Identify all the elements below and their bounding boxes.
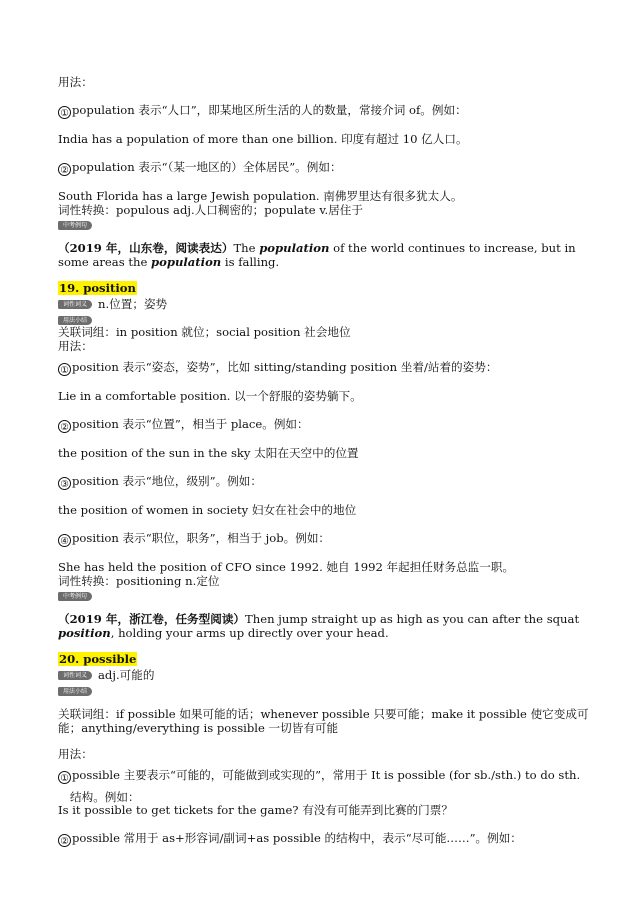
- exam-source: （2019 年，山东卷，阅读表达）: [58, 241, 234, 256]
- usage-label: 用法：: [58, 746, 93, 761]
- circled-number: ②: [58, 163, 71, 176]
- meaning-item: [58, 161, 598, 176]
- meaning-text: population 表示“（某一地区的）全体居民”。例如：: [72, 159, 342, 174]
- meaning-text: possible 主要表示“可能的，可能做到或实现的”，常用于 It is possible (for sb./sth.) to do sth.: [72, 767, 581, 782]
- keyword: population: [151, 255, 222, 270]
- circled-number: ②: [58, 834, 71, 847]
- related-phrases: 关联词组：if possible 如果可能的话；whenever possible 只要可能；make it possible 使它变成可能；anything/everything is possible 一切皆有可能: [58, 707, 589, 736]
- entry-heading-text: 20. possible: [59, 651, 137, 666]
- exam-example: [58, 613, 598, 641]
- meaning-continuation: 结构。例如：: [70, 789, 140, 804]
- circled-number: ①: [58, 363, 71, 376]
- exam-example-badge: 中考例句: [58, 592, 92, 601]
- definition-row: [58, 669, 598, 683]
- related-phrases: 关联词组：in position 就位；social position 社会地位: [58, 325, 351, 340]
- meaning-text: position 表示“位置”，相当于 place。例如：: [72, 417, 309, 432]
- circled-number: ①: [58, 106, 71, 119]
- definition-badge: 词性词义: [58, 300, 92, 309]
- exam-text: is falling.: [221, 255, 280, 270]
- meaning-item: [58, 832, 598, 847]
- exam-example-badge: 中考例句: [58, 221, 92, 230]
- example-sentence: India has a population of more than one billion. 印度有超过 10 亿人口。: [58, 131, 468, 146]
- exam-source: （2019 年，浙江卷，任务型阅读）: [58, 612, 246, 627]
- meaning-item: [58, 418, 598, 433]
- usage-badge: 用法小结: [58, 687, 92, 696]
- example-sentence: the position of the sun in the sky 太阳在天空中的位置: [58, 446, 359, 461]
- exam-text: of the world continues to increase, but in some areas the: [58, 241, 576, 270]
- meaning-text: position 表示“职位，职务”，相当于 job。例如：: [72, 530, 331, 545]
- usage-badge: 用法小结: [58, 316, 92, 325]
- meaning-text: position 表示“姿态，姿势”，比如 sitting/standing position 坐着/站着的姿势：: [72, 360, 498, 375]
- example-sentence: Is it possible to get tickets for the game? 有没有可能弄到比赛的门票？: [58, 803, 453, 818]
- meaning-text: possible 常用于 as+形容词/副词+as possible 的结构中，表示“尽可能……”。例如：: [72, 831, 522, 846]
- definition-text: adj.可能的: [98, 667, 155, 682]
- exam-text: , holding your arms up directly over your head.: [110, 626, 389, 641]
- usage-label: 用法：: [58, 339, 93, 354]
- meaning-item: [58, 361, 598, 376]
- meaning-text: position 表示“地位，级别”。例如：: [72, 474, 262, 489]
- word-forms: 词性转换：positioning n.定位: [58, 573, 220, 588]
- example-sentence: South Florida has a large Jewish population. 南佛罗里达有很多犹太人。: [58, 188, 463, 203]
- circled-number: ④: [58, 534, 71, 547]
- definition-badge: 词性词义: [58, 671, 92, 680]
- keyword: position: [58, 626, 111, 641]
- definition-text: n.位置；姿势: [98, 296, 168, 311]
- exam-text: Then jump straight up as high as you can after the squat: [245, 612, 580, 627]
- badge-row: [58, 313, 598, 325]
- circled-number: ②: [58, 420, 71, 433]
- circled-number: ①: [58, 771, 71, 784]
- word-forms: 词性转换：populous adj.人口稠密的；populate v.居住于: [58, 202, 363, 217]
- keyword: population: [259, 241, 330, 256]
- meaning-text: population 表示“人口”，即某地区所生活的人的数量，常接介词 of。例如：: [72, 102, 467, 117]
- entry-heading: [58, 282, 598, 296]
- example-sentence: She has held the position of CFO since 1992. 她自 1992 年起担任财务总监一职。: [58, 559, 515, 574]
- meaning-item: [58, 475, 598, 490]
- circled-number: ③: [58, 477, 71, 490]
- entry-heading-text: 19. position: [59, 280, 136, 295]
- document-page: [58, 76, 598, 847]
- exam-example: [58, 242, 598, 270]
- definition-row: [58, 298, 598, 312]
- exam-text: The: [233, 241, 260, 256]
- entry-heading: [58, 653, 598, 667]
- usage-label: 用法：: [58, 75, 93, 89]
- meaning-item: [58, 532, 598, 547]
- meaning-item: [58, 104, 598, 119]
- badge-row: [58, 219, 598, 231]
- example-sentence: the position of women in society 妇女在社会中的地位: [58, 503, 357, 518]
- badge-row: [58, 590, 598, 602]
- badge-row: [58, 685, 598, 697]
- meaning-item: [58, 769, 598, 784]
- example-sentence: Lie in a comfortable position. 以一个舒服的姿势躺下。: [58, 389, 362, 404]
